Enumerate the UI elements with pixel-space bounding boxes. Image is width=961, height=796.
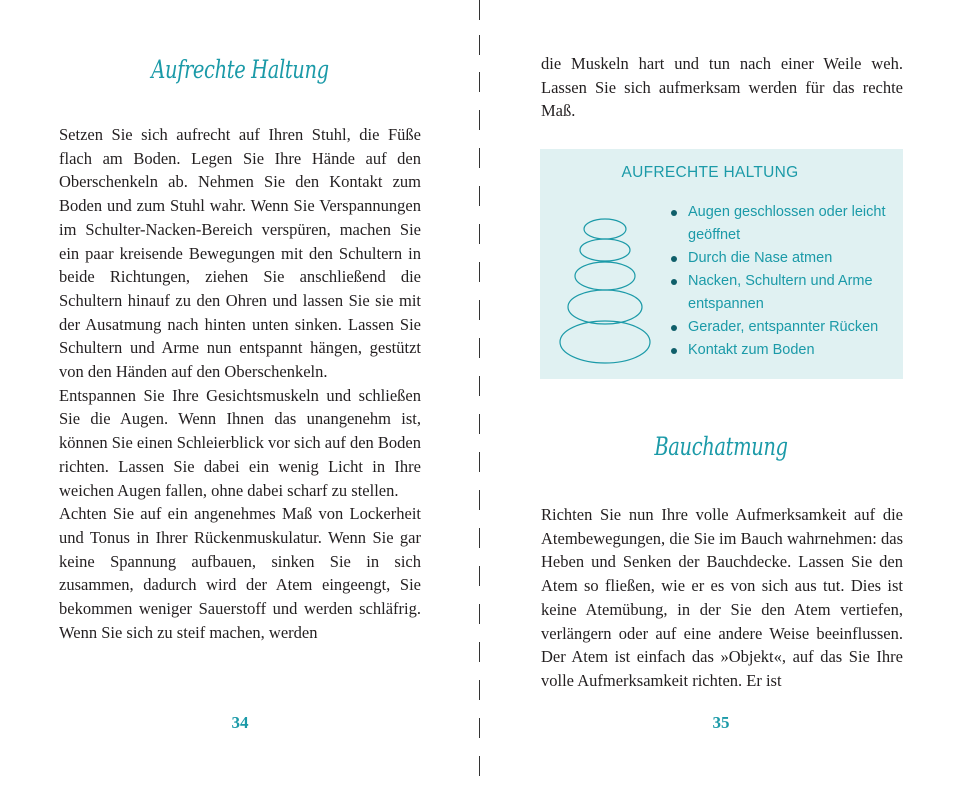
left-body-text xyxy=(59,123,421,644)
paragraph: Achten Sie auf ein angenehmes Maß von Lockerheit und Tonus in Ihrer Rückenmuskulatur. Wenn Sie gar keine Spannung aufbauen, sinken Sie in sich zusammen, dadurch wird der Atem eingeengt, Sie bekommen weniger Sauerstoff und werden schläfrig. Wenn Sie sich zu steif machen, werden xyxy=(59,504,421,642)
left-page-heading: Aufrechte Haltung xyxy=(151,55,329,84)
list-item: Nacken, Schultern und Arme entspannen xyxy=(670,270,892,316)
left-page xyxy=(0,0,480,796)
stacked-stones-icon xyxy=(558,216,658,366)
info-box-title: AUFRECHTE HALTUNG xyxy=(621,164,799,181)
info-box xyxy=(540,149,903,379)
right-bottom-text xyxy=(541,503,903,693)
right-page-number: 35 xyxy=(712,713,730,732)
paragraph: Richten Sie nun Ihre volle Aufmerksamkeit auf die Atembewegungen, die Sie im Bauch wahrnehmen: das Heben und Senken der Bauchdecke. Lassen Sie den Atem so fließen, wie er es von sich aus tut. Dies ist keine Atemübung, in der Sie den Atem vertiefen, verlängern oder auf eine andere Weise beeinflussen. Der Atem ist einfach das »Objekt«, auf das Sie Ihre volle Aufmerksamkeit richten. Er ist xyxy=(541,505,903,690)
paragraph: die Muskeln hart und tun nach einer Weile weh. Lassen Sie sich aufmerksam werden für das rechte Maß. xyxy=(541,54,903,121)
left-page-number: 34 xyxy=(231,713,249,732)
info-box-list xyxy=(670,201,892,362)
list-item: Augen geschlossen oder leicht geöffnet xyxy=(670,201,892,247)
list-item: Kontakt zum Boden xyxy=(670,339,892,362)
paragraph: Entspannen Sie Ihre Gesichtsmuskeln und schließen Sie die Augen. Wenn Ihnen das unangenehm ist, können Sie einen Schleierblick vor sich auf den Boden richten. Lassen Sie dabei ein wenig Licht in Ihre weichen Augen fallen, ohne dabei scharf zu stellen. xyxy=(59,385,421,500)
list-item: Gerader, entspannter Rücken xyxy=(670,316,892,339)
right-page-heading: Bauchatmung xyxy=(654,432,788,461)
paragraph: Setzen Sie sich aufrecht auf Ihren Stuhl, die Füße flach am Boden. Legen Sie Ihre Hände auf den Oberschenkeln ab. Nehmen Sie den Kontakt zum Boden und zum Stuhl wahr. Wenn Sie Verspannungen im Schulter-Nacken-Bereich verspüren, machen Sie ein paar kreisende Bewegungen mit den Schultern in beide Richtungen, ziehen Sie anschließend die Schultern hinauf zu den Ohren und lassen Sie sie mit der Ausatmung nach hinten unten sinken. Lassen Sie Schultern und Arme nun entspannt hängen, gestützt von den Händen auf den Oberschenkeln. xyxy=(59,125,421,382)
right-page xyxy=(481,0,961,796)
right-top-text xyxy=(541,52,903,123)
list-item: Durch die Nase atmen xyxy=(670,247,892,270)
